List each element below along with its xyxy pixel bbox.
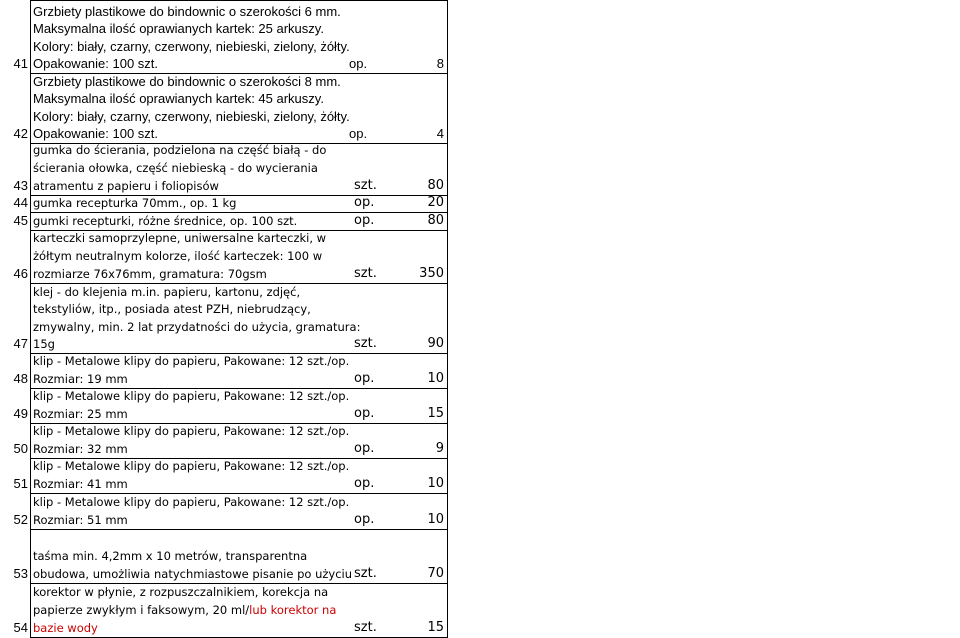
description-line: klej - do klejenia m.in. papieru, kartonu, zdjęć,: [33, 284, 301, 299]
quantity-value: 10: [427, 512, 444, 527]
unit-cell[interactable]: [349, 0, 421, 73]
description-line: karteczki samoprzylepne, uniwersalne karteczki, w: [33, 231, 327, 245]
unit-cell[interactable]: [356, 458, 421, 493]
quantity-value: 8: [436, 56, 444, 71]
row-number: 45: [13, 213, 28, 228]
row-number-cell[interactable]: [0, 283, 30, 353]
unit-label: szt.: [354, 566, 377, 581]
description-cell[interactable]: [30, 212, 356, 230]
description-cell[interactable]: [30, 388, 356, 423]
unit-cell[interactable]: [356, 388, 421, 423]
quantity-value: 4: [436, 126, 444, 141]
table-row: [0, 230, 960, 283]
unit-label: op.: [349, 126, 368, 141]
highlighted-text: lub korektor na: [249, 603, 337, 617]
row-number: 42: [13, 126, 28, 141]
unit-cell[interactable]: [349, 73, 421, 143]
unit-cell[interactable]: [356, 493, 421, 529]
unit-cell[interactable]: [356, 353, 421, 388]
row-number: 46: [13, 266, 28, 281]
quantity-cell[interactable]: [421, 493, 448, 529]
row-number: 47: [13, 336, 28, 351]
table-row: [0, 529, 960, 583]
description-line: klip - Metalowe klipy do papieru, Pakowane: 12 szt./op.: [33, 424, 350, 438]
row-number-cell[interactable]: [0, 423, 30, 458]
description-cell[interactable]: [30, 493, 356, 529]
quantity-value: 15: [427, 406, 444, 421]
description-line: Maksymalna ilość oprawianych kartek: 25 arkuszy.: [33, 21, 324, 36]
quantity-value: 70: [427, 566, 444, 581]
row-number: 54: [13, 620, 28, 635]
quantity-cell[interactable]: [421, 583, 448, 637]
quantity-value: 20: [427, 195, 444, 210]
row-number-cell[interactable]: [0, 353, 30, 388]
description-line: atramentu z papieru i foliopisów: [33, 179, 219, 193]
table-top-border: [30, 0, 448, 1]
description-line: Rozmiar: 19 mm: [33, 372, 128, 386]
unit-label: op.: [354, 213, 375, 228]
table-row: [0, 212, 960, 230]
description-line: Rozmiar: 51 mm: [33, 513, 128, 527]
row-number: 48: [13, 371, 28, 386]
description-line: klip - Metalowe klipy do papieru, Pakowane: 12 szt./op.: [33, 354, 350, 368]
description-line: Opakowanie: 100 szt.: [33, 56, 159, 71]
table-row: [0, 388, 960, 423]
row-number-cell[interactable]: [0, 0, 30, 73]
unit-label: op.: [354, 512, 375, 527]
row-number-cell[interactable]: [0, 388, 30, 423]
description-line: gumka recepturka 70mm., op. 1 kg: [33, 196, 237, 210]
description-line: klip - Metalowe klipy do papieru, Pakowane: 12 szt./op.: [33, 389, 350, 403]
row-number-cell[interactable]: [0, 583, 30, 637]
description-line: tekstyliów, itp., posiada atest PZH, niebrudzący,: [33, 302, 311, 316]
quantity-cell[interactable]: [421, 353, 448, 388]
description-line: Kolory: biały, czarny, czerwony, niebieski, zielony, żółty.: [33, 108, 350, 124]
quantity-cell[interactable]: [421, 0, 448, 73]
quantity-cell[interactable]: [421, 230, 448, 283]
description-line: [33, 603, 336, 617]
quantity-cell[interactable]: [421, 283, 448, 353]
quantity-value: 10: [427, 476, 444, 491]
quantity-cell[interactable]: [421, 388, 448, 423]
quantity-cell[interactable]: [421, 529, 448, 583]
unit-label: op.: [354, 441, 375, 456]
table-row: [0, 143, 960, 195]
row-number: 41: [13, 56, 28, 71]
description-line: gumka do ścierania, podzielona na część białą - do: [33, 143, 327, 157]
description-cell[interactable]: [30, 0, 356, 73]
table-row: [0, 73, 960, 143]
unit-label: szt.: [354, 336, 377, 351]
unit-cell[interactable]: [356, 423, 421, 458]
description-cell[interactable]: [30, 73, 356, 143]
quantity-value: 90: [427, 336, 444, 351]
quantity-cell[interactable]: [421, 195, 448, 212]
description-cell[interactable]: [30, 230, 356, 283]
unit-label: op.: [354, 195, 375, 210]
unit-cell[interactable]: [356, 230, 421, 283]
quantity-cell[interactable]: [421, 212, 448, 230]
table-row: [0, 583, 960, 637]
description-cell[interactable]: [30, 458, 356, 493]
row-number: 49: [13, 406, 28, 421]
description-line: Grzbiety plastikowe do bindownic o szerokości 8 mm.: [33, 73, 341, 89]
description-cell[interactable]: [30, 423, 356, 458]
row-number-cell[interactable]: [0, 493, 30, 529]
description-line: Opakowanie: 100 szt.: [33, 126, 159, 141]
quantity-cell[interactable]: [421, 458, 448, 493]
description-line: Rozmiar: 32 mm: [33, 442, 128, 456]
row-number-cell[interactable]: [0, 73, 30, 143]
quantity-cell[interactable]: [421, 143, 448, 195]
quantity-value: 15: [427, 620, 444, 635]
quantity-value: 350: [419, 266, 444, 281]
description-cell[interactable]: [30, 283, 361, 353]
description-line: korektor w płynie, z rozpuszczalnikiem, korekcja na: [33, 585, 329, 599]
table-row: [0, 195, 960, 212]
unit-label: szt.: [354, 266, 377, 281]
table-row: [0, 283, 960, 353]
unit-cell[interactable]: [356, 212, 421, 230]
description-line: klip - Metalowe klipy do papieru, Pakowane: 12 szt./op.: [33, 459, 350, 473]
unit-cell[interactable]: [356, 583, 421, 637]
row-number: 51: [13, 476, 28, 491]
unit-label: szt.: [354, 178, 377, 193]
description-line: zmywalny, min. 2 lat przydatności do użycia, gramatura:: [33, 319, 361, 334]
description-line: ścierania ołowka, część niebieską - do wycierania: [33, 161, 318, 175]
row-number-cell[interactable]: [0, 212, 30, 230]
quantity-cell[interactable]: [421, 73, 448, 143]
description-line: gumki recepturki, różne średnice, op. 100 szt.: [33, 214, 298, 228]
row-number-cell[interactable]: [0, 529, 30, 583]
unit-label: op.: [354, 406, 375, 421]
description-line: bazie wody: [33, 621, 98, 635]
unit-label: op.: [354, 476, 375, 491]
table-row: [0, 493, 960, 529]
description-cell[interactable]: [30, 143, 356, 195]
row-number: 52: [13, 512, 28, 527]
table-row: [0, 423, 960, 458]
row-number: 44: [13, 195, 28, 210]
unit-label: op.: [354, 371, 375, 386]
table-row: [0, 353, 960, 388]
description-cell[interactable]: [30, 195, 356, 212]
unit-label: op.: [349, 56, 368, 71]
description-line: Grzbiety plastikowe do bindownic o szerokości 6 mm.: [33, 3, 341, 19]
description-line: Rozmiar: 41 mm: [33, 477, 128, 491]
unit-cell[interactable]: [356, 283, 421, 353]
description-cell[interactable]: [30, 529, 356, 583]
quantity-value: 9: [435, 441, 444, 456]
description-line: taśma min. 4,2mm x 10 metrów, transparentna: [33, 549, 308, 563]
row-number: 53: [13, 566, 28, 581]
unit-cell[interactable]: [356, 529, 421, 583]
description-line: Kolory: biały, czarny, czerwony, niebieski, zielony, żółty.: [33, 38, 350, 54]
quantity-value: 80: [427, 178, 444, 193]
description-line: Rozmiar: 25 mm: [33, 407, 128, 421]
row-number-cell[interactable]: [0, 143, 30, 195]
row-number-cell[interactable]: [0, 195, 30, 212]
table-row: [0, 458, 960, 493]
row-number: 43: [13, 178, 28, 193]
description-cell[interactable]: [30, 353, 356, 388]
quantity-cell[interactable]: [421, 423, 448, 458]
quantity-value: 10: [427, 371, 444, 386]
description-line: żółtym neutralnym kolorze, ilość karteczek: 100 w: [33, 249, 323, 263]
quantity-value: 80: [427, 213, 444, 228]
row-number: 50: [13, 441, 28, 456]
description-line: Maksymalna ilość oprawianych kartek: 45 arkuszy.: [33, 91, 324, 106]
unit-label: szt.: [354, 620, 377, 635]
description-line: klip - Metalowe klipy do papieru, Pakowane: 12 szt./op.: [33, 495, 350, 509]
unit-cell[interactable]: [356, 143, 421, 195]
description-line: 15g: [33, 337, 55, 351]
description-cell[interactable]: [30, 583, 356, 637]
row-number-cell[interactable]: [0, 458, 30, 493]
table-row: [0, 0, 960, 73]
description-text: papierze zwykłym i faksowym, 20 ml/: [33, 603, 250, 617]
description-line: obudowa, umożliwia natychmiastowe pisanie po użyciu: [33, 567, 353, 581]
row-number-cell[interactable]: [0, 230, 30, 283]
description-line: rozmiarze 76x76mm, gramatura: 70gsm: [33, 267, 267, 281]
unit-cell[interactable]: [356, 195, 421, 212]
